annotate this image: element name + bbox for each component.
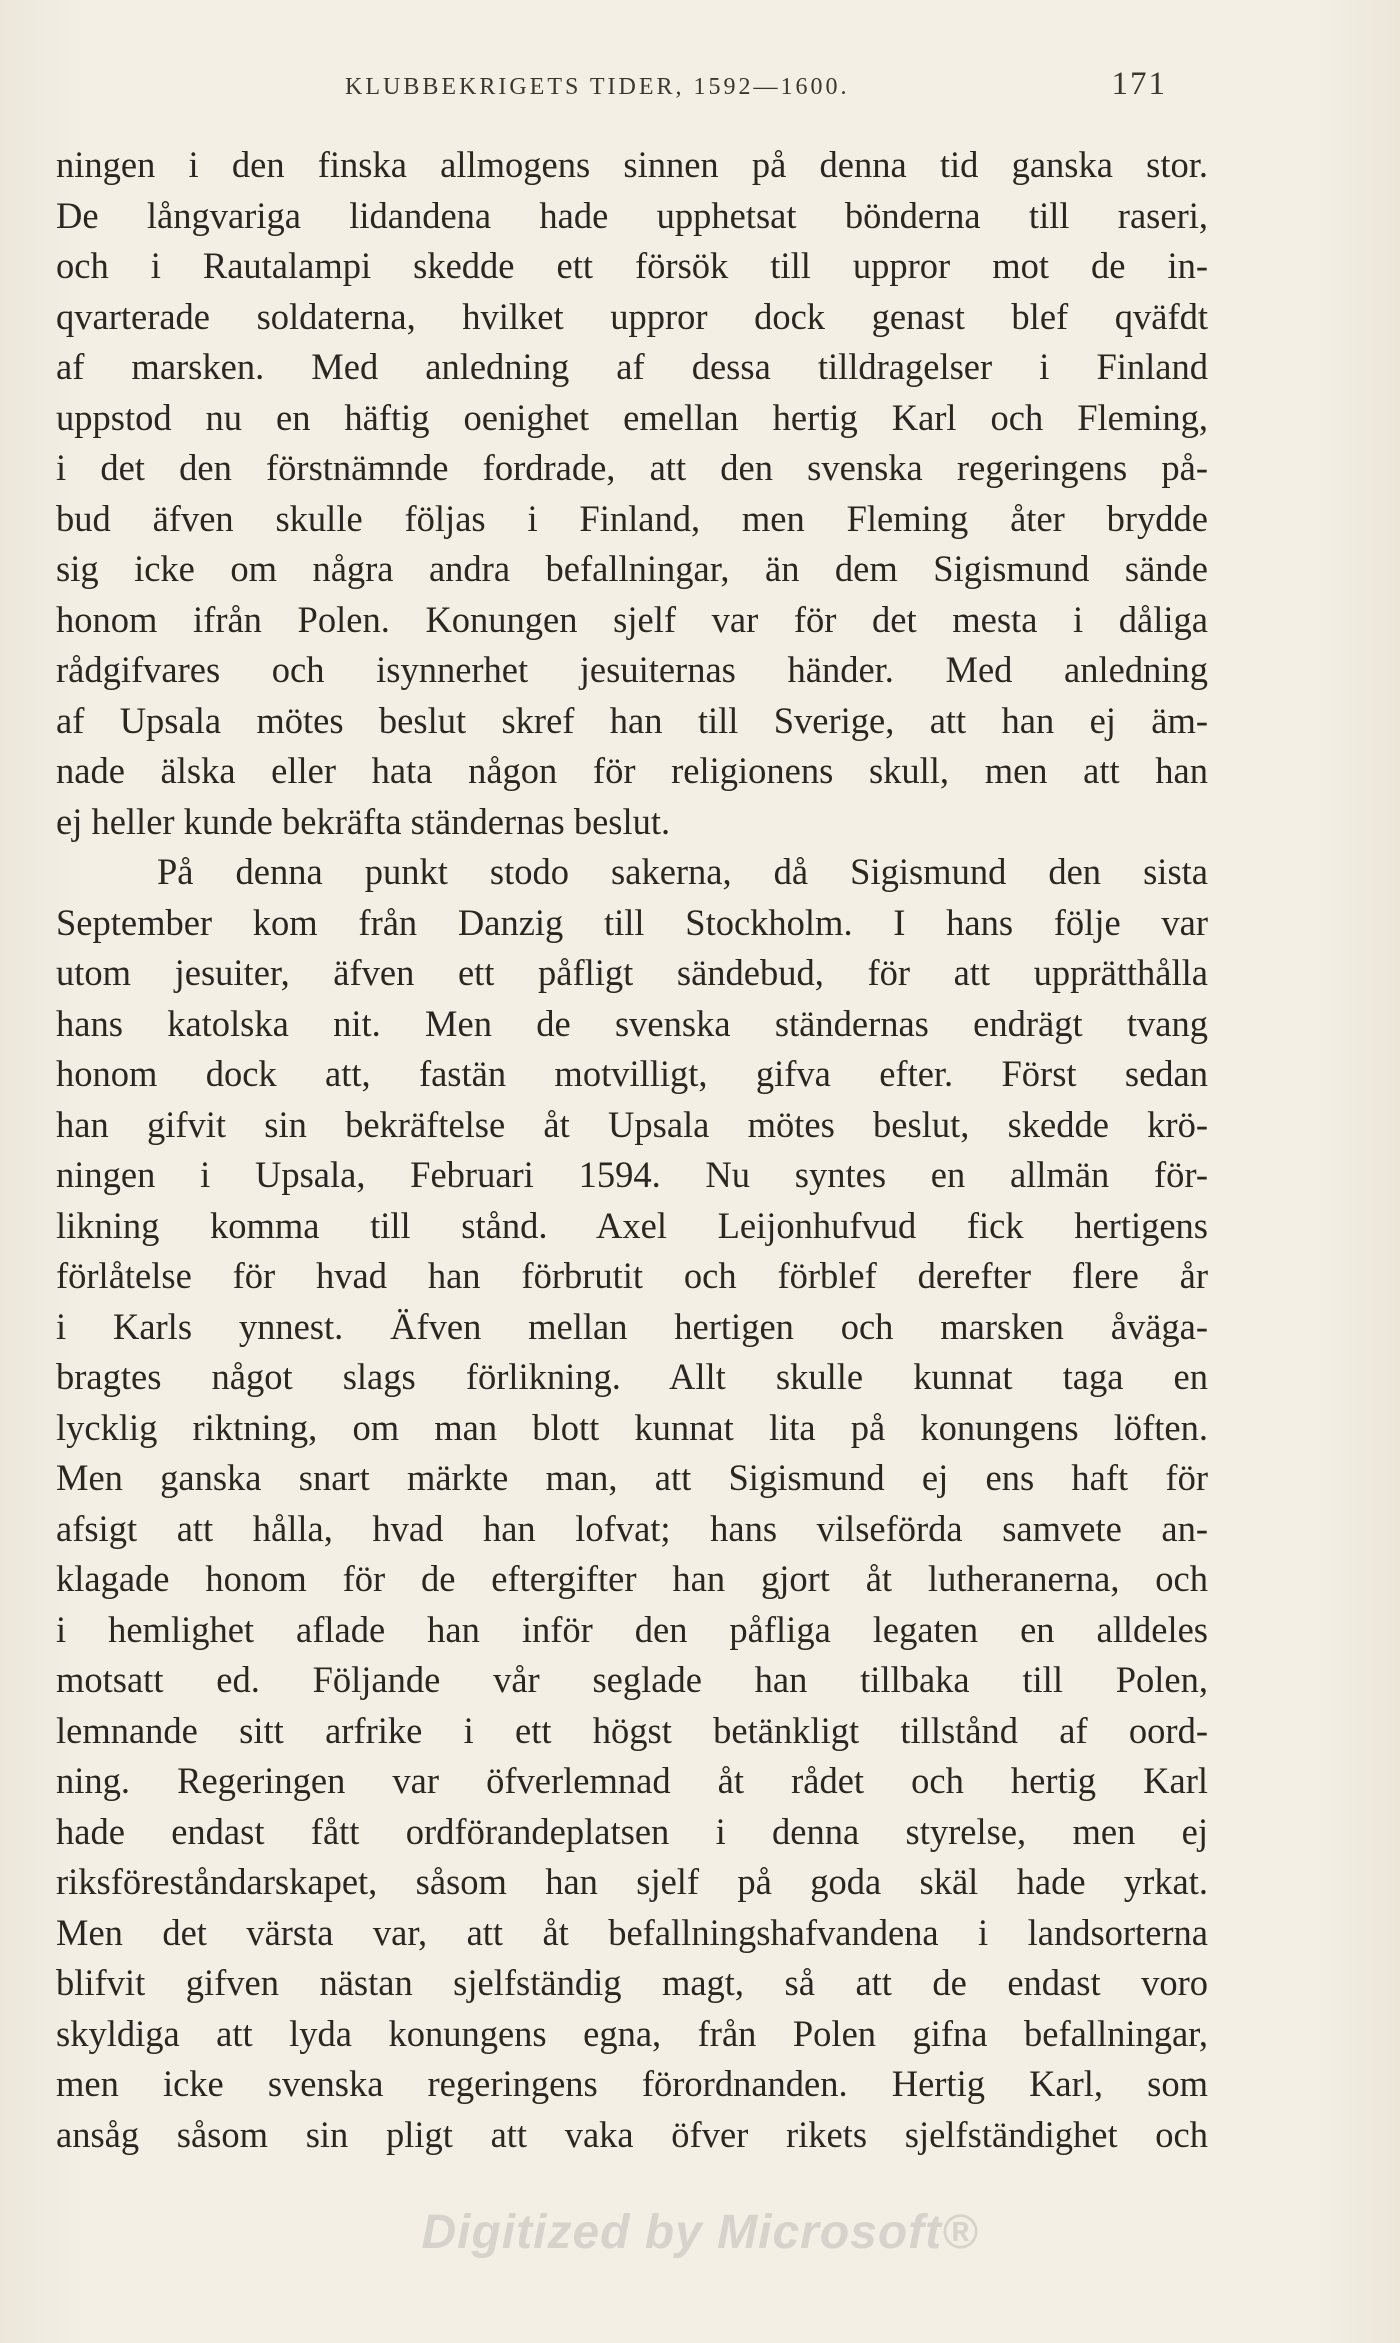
text-line: utom jesuiter, äfven ett påfligt sändebud, för att upprätthålla [56, 952, 1208, 993]
text-line: ej heller kunde bekräfta ständernas beslut. [56, 800, 671, 842]
text-line: likning komma till stånd. Axel Leijonhufvud fick hertigens [56, 1204, 1208, 1246]
text-line: af Upsala mötes beslut skref han till Sverige, att han ej äm- [56, 699, 1208, 741]
text-line: På denna punkt stodo sakerna, då Sigismund den sista [157, 851, 1208, 892]
text-line: motsatt ed. Följande vår seglade han tillbaka till Polen, [56, 1659, 1208, 1700]
text-line: han gifvit sin bekräftelse åt Upsala mötes beslut, skedde krö- [56, 1103, 1208, 1145]
text-line: skyldiga att lyda konungens egna, från Polen gifna befallningar, [56, 2012, 1208, 2054]
text-line: och i Rautalampi skedde ett försök till uppror mot de in- [56, 245, 1208, 286]
text-line: klagade honom för de eftergifter han gjort åt lutheranerna, och [56, 1558, 1208, 1599]
text-line: bud äfven skulle följas i Finland, men Fleming åter brydde [56, 497, 1208, 539]
text-line: riksföreståndarskapet, såsom han sjelf på goda skäl hade yrkat. [56, 1861, 1208, 1902]
text-line: ningen i den finska allmogens sinnen på denna tid ganska stor. [56, 144, 1208, 185]
text-line: ning. Regeringen var öfverlemnad åt rådet och hertig Karl [56, 1760, 1208, 1801]
text-line: i hemlighet aflade han inför den påfliga legaten en alldeles [56, 1608, 1208, 1650]
text-line: afsigt att hålla, hvad han lofvat; hans vilseförda samvete an- [56, 1507, 1208, 1549]
text-line: qvarterade soldaterna, hvilket uppror dock genast blef qväfdt [56, 295, 1208, 337]
text-line: nade älska eller hata någon för religionens skull, men att han [56, 750, 1208, 791]
text-line: hans katolska nit. Men de svenska ständernas endrägt tvang [56, 1002, 1208, 1044]
body-text [56, 140, 1208, 2160]
text-line: ansåg såsom sin pligt att vaka öfver rikets sjelfständighet och [56, 2113, 1208, 2155]
text-line: rådgifvares och isynnerhet jesuiternas händer. Med anledning [56, 649, 1208, 690]
text-line: hade endast fått ordförandeplatsen i denna styrelse, men ej [56, 1810, 1208, 1852]
text-line: blifvit gifven nästan sjelfständig magt, så att de endast voro [56, 1962, 1208, 2003]
text-line: men icke svenska regeringens förordnanden. Hertig Karl, som [56, 2063, 1208, 2104]
text-line: lemnande sitt arfrike i ett högst betänkligt tillstånd af oord- [56, 1709, 1208, 1751]
text-line: lycklig riktning, om man blott kunnat lita på konungens löften. [56, 1406, 1208, 1448]
text-line: De långvariga lidandena hade upphetsat bönderna till raseri, [56, 194, 1208, 236]
text-line: af marsken. Med anledning af dessa tilldragelser i Finland [56, 346, 1208, 387]
digitization-watermark: Digitized by Microsoft® [421, 2206, 979, 2259]
text-line: förlåtelse för hvad han förbrutit och förblef derefter flere år [56, 1255, 1208, 1296]
text-line: honom dock att, fastän motvilligt, gifva efter. Först sedan [56, 1053, 1208, 1094]
page-number: 171 [1111, 66, 1167, 102]
running-head [345, 66, 1167, 106]
running-title: KLUBBEKRIGETS TIDER, 1592—1600. [345, 74, 850, 100]
text-line: sig icke om några andra befallningar, än dem Sigismund sände [56, 548, 1208, 589]
text-line: Men det värsta var, att åt befallningshafvandena i landsorterna [56, 1911, 1208, 1953]
text-line: September kom från Danzig till Stockholm. I hans följe var [56, 901, 1208, 943]
text-line: i det den förstnämnde fordrade, att den svenska regeringens på- [56, 447, 1208, 488]
text-line: ningen i Upsala, Februari 1594. Nu syntes en allmän för- [56, 1154, 1208, 1195]
text-line: bragtes något slags förlikning. Allt skulle kunnat taga en [56, 1356, 1208, 1397]
text-line: honom ifrån Polen. Konungen sjelf var för det mesta i dåliga [56, 598, 1208, 640]
text-line: i Karls ynnest. Äfven mellan hertigen och marsken åväga- [56, 1305, 1208, 1347]
text-line: uppstod nu en häftig oenighet emellan hertig Karl och Fleming, [56, 396, 1208, 438]
text-line: Men ganska snart märkte man, att Sigismund ej ens haft för [56, 1457, 1208, 1498]
